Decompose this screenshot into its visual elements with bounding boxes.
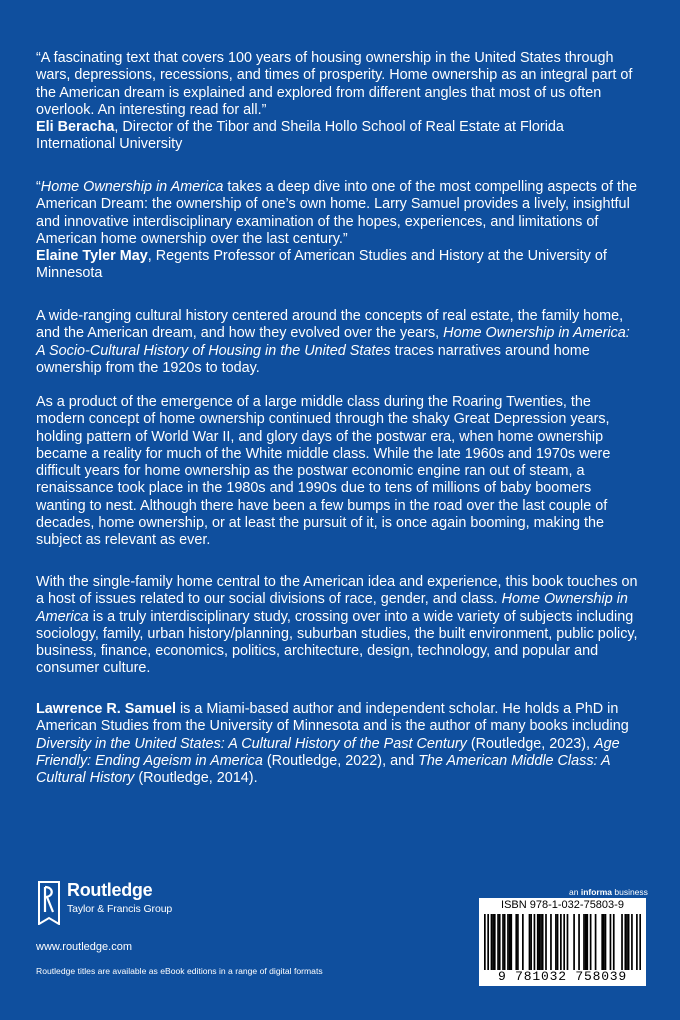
- endorsement-quote-2: [36, 179, 642, 283]
- barcode-bar: [560, 914, 562, 970]
- barcode-bar: [628, 914, 630, 970]
- barcode-bar: [605, 914, 607, 970]
- description-paragraph-1: [36, 308, 642, 377]
- description-text: is a truly interdisciplinary study, crossing over into a wide variety of subjects including sociology, family, urban history/planning, suburban studies, the built environment, public policy, business, finance, economics, politics, architecture, design, technology, and popular and consumer culture.: [36, 608, 638, 677]
- barcode-bar: [509, 914, 511, 970]
- barcode-bar: [537, 914, 539, 970]
- barcode-bar: [499, 914, 501, 970]
- barcode-bar: [529, 914, 531, 970]
- ebook-note: Routledge titles are available as eBook editions in a range of digital formats: [36, 966, 323, 976]
- barcode-bar: [517, 914, 519, 970]
- description-text: A wide-ranging cultural history centered around the concepts of real estate, the family home, and the American dream, and how they evolved over the years,: [36, 308, 624, 342]
- barcode-bar: [573, 914, 575, 970]
- barcode-bar: [624, 914, 626, 970]
- quote-affiliation: , Regents Professor of American Studies and History at the University of Minnesota: [36, 248, 607, 282]
- barcode-bar: [610, 914, 612, 970]
- barcode-bar: [530, 914, 532, 970]
- quote-author: Eli Beracha: [36, 119, 115, 136]
- barcode-bar: [507, 914, 509, 970]
- barcode-bar: [487, 914, 489, 970]
- publisher-tagline: Taylor & Francis Group: [67, 903, 173, 915]
- quote-body: “A fascinating text that covers 100 years of housing ownership in the United States through wars, depressions, recessions, and times of prosperity. Home ownership as an integral part of the American dream is explained and explored from different angles that most of us often overlook. An interesting read for all.”: [36, 50, 633, 118]
- barcode-bar: [494, 914, 496, 970]
- barcode-bar: [522, 914, 524, 970]
- barcode-bar: [583, 914, 585, 970]
- open-quote-mark: “: [36, 179, 41, 195]
- description-text: As a product of the emergence of a large middle class during the Roaring Twenties, the modern concept of home ownership continued through the shaky Great Depression years, holding pattern of World War II, and glory days of the postwar era, when home ownership became a reality for much of the White middle class. While the late 1960s and 1970s were difficult years for home ownership as the postwar economic engine ran out of steam, a renaissance took place in the 1980s and 1990s due to tens of millions of baby boomers wanting to nest. Although there have been a few bumps in the road over the last couple of decades, home ownership, or at least the pursuit of it, is once again booming, making the subject as relevant as ever.: [36, 394, 611, 549]
- description-text: With the single-family home central to the American idea and experience, this book touches on a host of issues related to our social divisions of race, gender, and class.: [36, 574, 638, 608]
- description-paragraph-3: [36, 574, 642, 678]
- barcode-bar: [636, 914, 638, 970]
- barcode-bars: [484, 914, 641, 970]
- bio-book-title: Diversity in the United States: A Cultural History of the Past Century: [36, 735, 467, 752]
- barcode-bar: [492, 914, 494, 970]
- quote-affiliation: , Director of the Tibor and Sheila Hollo School of Real Estate at Florida International University: [36, 119, 564, 153]
- bio-text: (Routledge, 2022), and: [262, 752, 419, 769]
- barcode-bar: [542, 914, 544, 970]
- informa-suffix: business: [612, 887, 648, 897]
- description-text: traces narratives around home ownership from the 1920s to today.: [36, 342, 590, 376]
- barcode-bar: [631, 914, 633, 970]
- author-bio: [36, 701, 642, 787]
- barcode-bar: [603, 914, 605, 970]
- barcode-bar: [567, 914, 569, 970]
- description-paragraph-2: [36, 394, 642, 550]
- bio-text: (Routledge, 2014).: [134, 770, 258, 787]
- barcode-bar: [545, 914, 547, 970]
- book-full-title: Home Ownership in America: A Socio-Cultural History of Housing in the United States: [36, 325, 630, 359]
- barcode-bar: [484, 914, 486, 970]
- quote-text: [36, 50, 642, 119]
- barcode-bar: [515, 914, 517, 970]
- quote-author: Elaine Tyler May: [36, 248, 148, 265]
- barcode-bar: [534, 914, 536, 970]
- quote-text: [36, 179, 642, 248]
- barcode-bar: [585, 914, 587, 970]
- barcode-bar: [639, 914, 641, 970]
- barcode-bar: [590, 914, 592, 970]
- barcode-bar: [502, 914, 504, 970]
- quote-attribution: [36, 248, 642, 283]
- isbn-barcode: [479, 898, 646, 986]
- barcode-digits: 9 781032 758039: [497, 969, 628, 984]
- bio-book-title: The American Middle Class: A Cultural History: [36, 752, 611, 787]
- informa-business-tag: [569, 887, 648, 897]
- book-title-inline: Home Ownership in America: [40, 179, 224, 195]
- barcode-bar: [497, 914, 499, 970]
- quote-body: takes a deep dive into one of the most compelling aspects of the American Dream: the ownership of one’s own home. Larry Samuel provides a lively, insightful and innovative interdisciplinary examination of the hopes, experiences, and limitations of American home ownership over the last century.”: [36, 179, 637, 247]
- barcode-bar: [491, 914, 493, 970]
- publisher-name: Routledge: [67, 880, 153, 900]
- publisher-logo: [36, 878, 176, 930]
- barcode-bar: [601, 914, 603, 970]
- barcode-bar: [539, 914, 541, 970]
- barcode-bar: [578, 914, 580, 970]
- barcode-bar: [510, 914, 512, 970]
- routledge-logo-icon: [36, 881, 62, 925]
- barcode-bar: [621, 914, 623, 970]
- bio-text: (Routledge, 2023),: [466, 735, 595, 752]
- barcode-bar: [555, 914, 557, 970]
- barcode-bar: [563, 914, 565, 970]
- isbn-label: ISBN 978-1-032-75803-9: [501, 899, 624, 911]
- author-name: Lawrence R. Samuel: [36, 701, 176, 717]
- book-title-inline: Home Ownership in America: [36, 591, 628, 625]
- informa-prefix: an: [569, 887, 581, 897]
- barcode-bar: [504, 914, 506, 970]
- barcode-bar: [613, 914, 615, 970]
- barcode-bar: [557, 914, 559, 970]
- publisher-website: www.routledge.com: [36, 941, 132, 953]
- bio-book-title: Age Friendly: Ending Ageism in America: [36, 735, 620, 769]
- barcode-bar: [586, 914, 588, 970]
- quote-attribution: [36, 119, 642, 154]
- bio-text: is a Miami-based author and independent scholar. He holds a PhD in American Studies from the University of Minnesota and is the author of many books including: [36, 701, 629, 735]
- barcode-bar: [626, 914, 628, 970]
- endorsement-quote-1: [36, 50, 642, 154]
- barcode-bar: [540, 914, 542, 970]
- barcode-bar: [595, 914, 597, 970]
- informa-brand: informa: [580, 887, 612, 897]
- barcode-bar: [550, 914, 552, 970]
